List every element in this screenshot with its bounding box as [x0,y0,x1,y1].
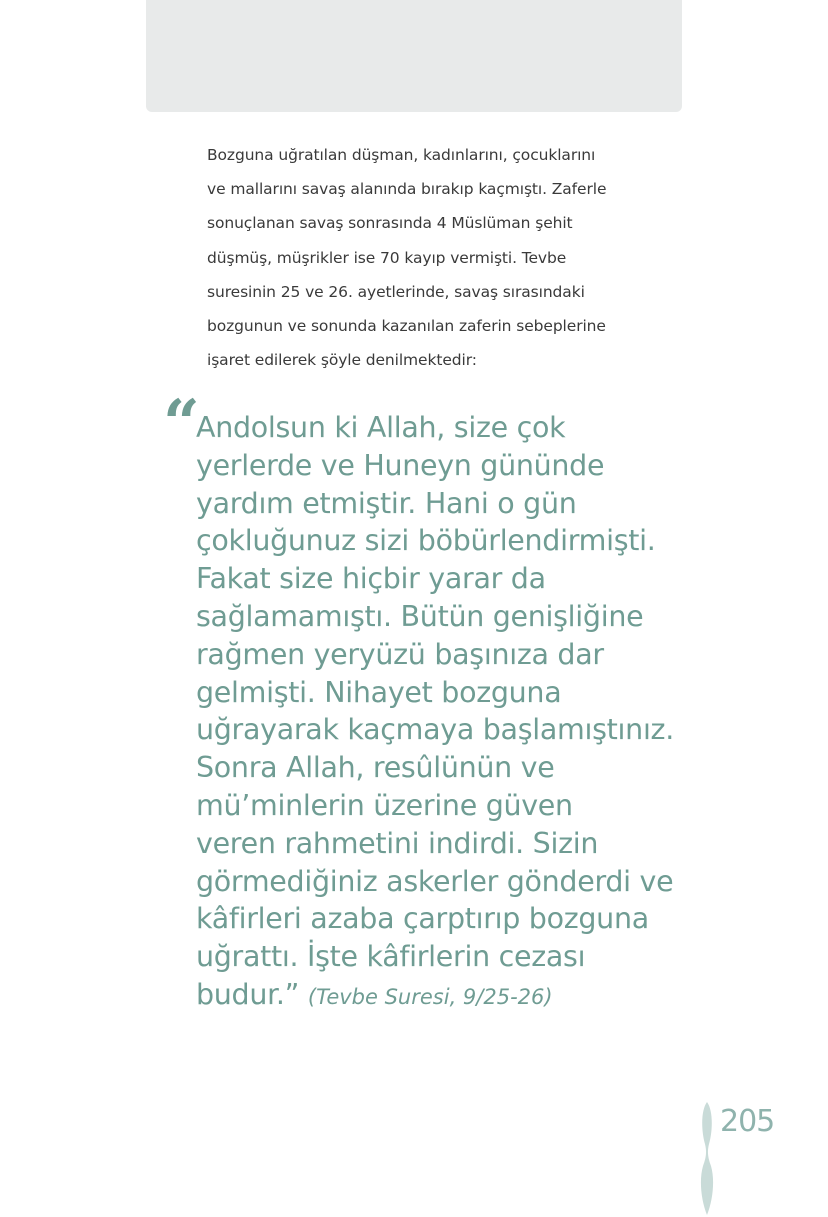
verse-quote [196,409,676,1017]
intro-line: Bozguna uğratılan düşman, kadınlarını, çocuklarını [207,146,596,164]
quote-line: Fakat size hiçbir yarar da [196,562,546,596]
intro-line: suresinin 25 ve 26. ayetlerinde, savaş sırasındaki [207,282,585,301]
quote-line: kâfirleri azaba çarptırıp bozguna [196,902,649,936]
header-image-placeholder [146,0,682,112]
quote-last-line [196,976,676,1017]
page-number: 205 [720,1104,775,1139]
quote-source: (Tevbe Suresi, 9/25-26) [307,984,553,1009]
intro-line: düşmüş, müşrikler ise 70 kayıp vermişti. Tevbe [207,248,567,267]
quote-line: uğrayarak kaçmaya başlamıştınız. [196,713,674,747]
quote-line: çokluğunuz sizi böbürlendirmişti. [196,524,656,558]
quote-last-text: budur.” [196,977,300,1011]
quote-line: Sonra Allah, resûlünün ve [196,751,555,785]
quote-line: görmediğiniz askerler gönderdi ve [196,864,674,898]
page-ornament-icon [694,1100,720,1217]
intro-line: ve mallarını savaş alanında bırakıp kaçmıştı. Zaferle [207,180,607,199]
quote-line: uğrattı. İşte kâfirlerin cezası [196,940,586,974]
quote-mark-icon: “ [163,386,200,461]
quote-line: yerlerde ve Huneyn gününde [196,448,605,482]
quote-line: gelmişti. Nihayet bozguna [196,675,562,709]
intro-paragraph [207,138,637,377]
intro-line: işaret edilerek şöyle denilmektedir: [207,351,477,370]
intro-line: sonuçlanan savaş sonrasında 4 Müslüman şehit [207,214,573,233]
quote-line: mü’minlerin üzerine güven [196,788,573,822]
quote-line: veren rahmetini indirdi. Sizin [196,826,599,860]
quote-line: yardım etmiştir. Hani o gün [196,486,577,520]
quote-line: rağmen yeryüzü başınıza dar [196,637,604,671]
quote-line: Andolsun ki Allah, size çok [196,411,566,444]
intro-line: bozgunun ve sonunda kazanılan zaferin sebeplerine [207,317,606,336]
quote-line: sağlamamıştı. Bütün genişliğine [196,599,644,633]
